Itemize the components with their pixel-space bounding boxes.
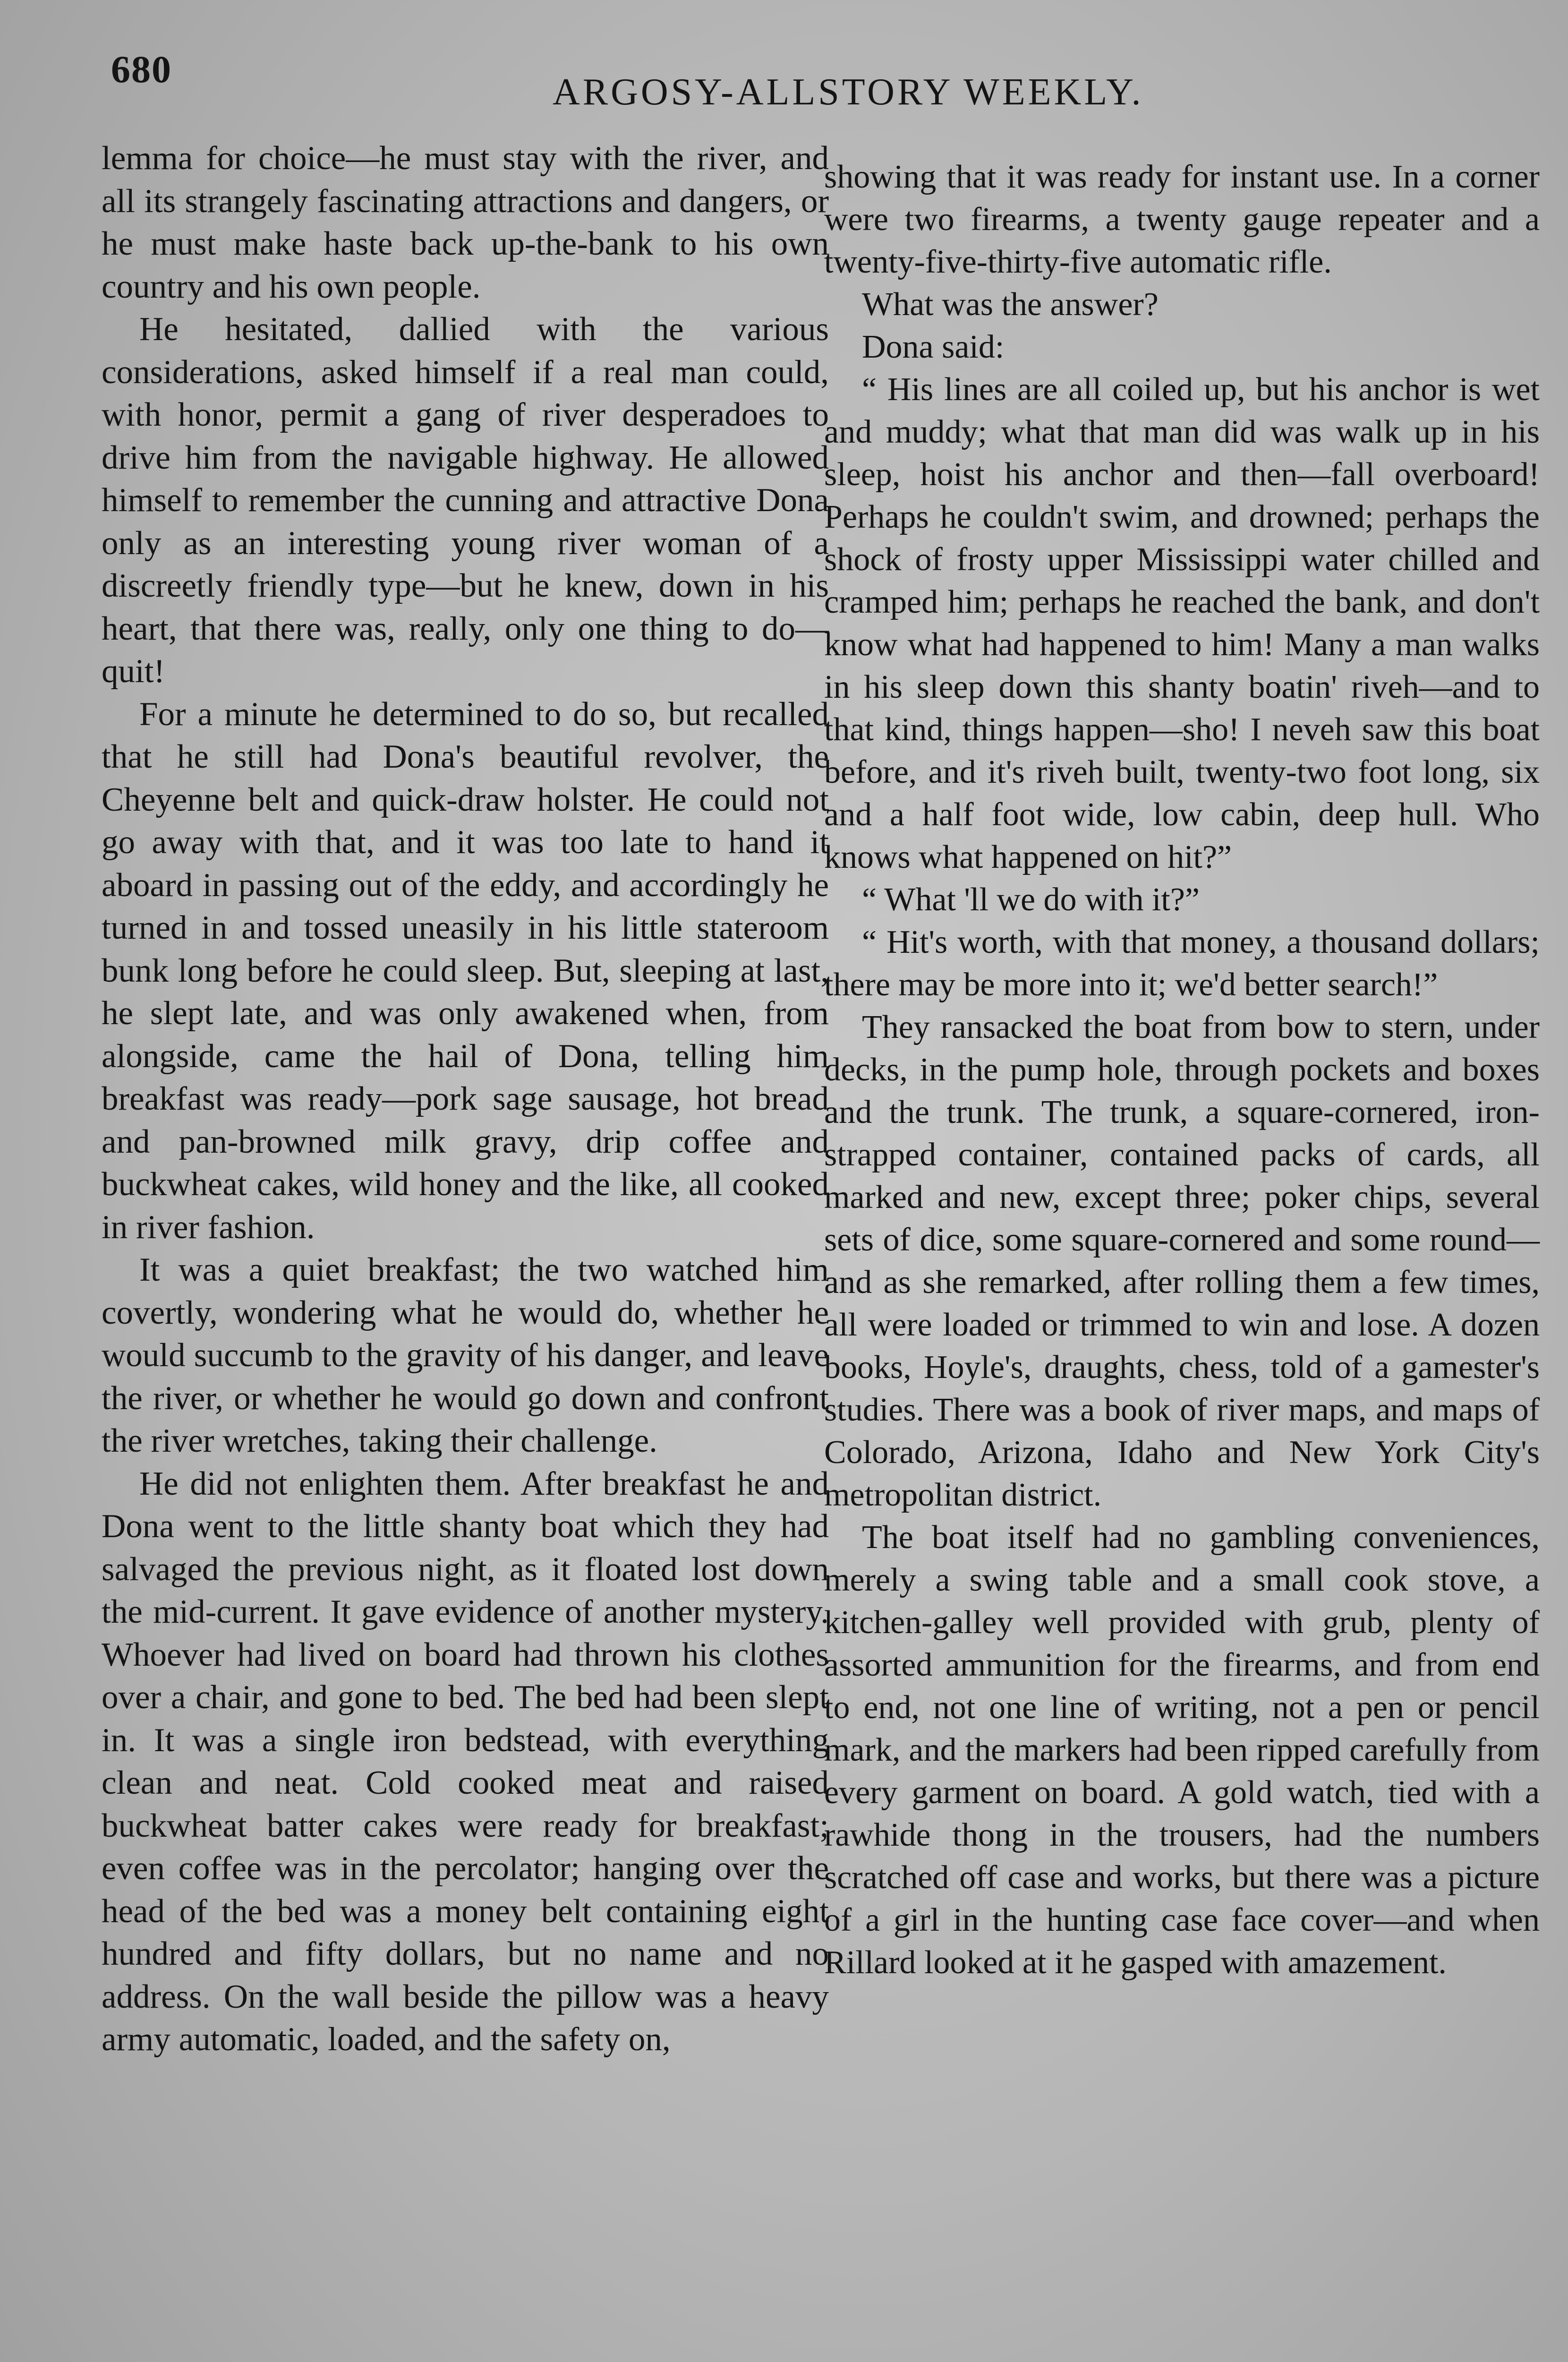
right-column [824, 156, 1540, 1984]
paragraph: showing that it was ready for instant use. In a corner were two firearms, a twenty gauge repeater and a twenty-five-thirty-five automatic rifle. [824, 159, 1540, 280]
paragraph: What was the answer? [862, 286, 1159, 323]
left-column [102, 137, 829, 2061]
paragraph: He did not enlighten them. After breakfast he and Dona went to the little shanty boat which they had salvaged the previous night, as it floated lost down the mid-current. It gave evidence of another mystery. Whoever had lived on board had thrown his clothes over a chair, and gone to bed. The bed had been slept in. It was a single iron bedstead, with everything clean and neat. Cold cooked meat and raised buckwheat batter cakes were ready for breakfast; even coffee was in the percolator; hanging over the head of the bed was a money belt containing eight hundred and fifty dollars, but no name and no address. On the wall beside the pillow was a heavy army automatic, loaded, and the safety on, [102, 1465, 829, 2058]
paragraph: They ransacked the boat from bow to stern, under decks, in the pump hole, through pockets and boxes and the trunk. The trunk, a square-cornered, iron-strapped container, contained packs of cards, all marked and new, except three; poker chips, several sets of dice, some square-cornered and some round—and as she remarked, after rolling them a few times, all were loaded or trimmed to win and lose. A dozen books, Hoyle's, draughts, chess, told of a gamester's studies. There was a book of river maps, and maps of Colorado, Arizona, Idaho and New York City's metropolitan district. [824, 1009, 1540, 1513]
paragraph: “ His lines are all coiled up, but his anchor is wet and muddy; what that man did was walk up in his sleep, hoist his anchor and then—fall overboard! Perhaps he couldn't swim, and drowned; perhaps the shock of frosty upper Mississippi water chilled and cramped him; perhaps he reached the bank, and don't know what had happened to him! Many a man walks in his sleep down this shanty boatin' riveh—and to that kind, things happen—sho! I neveh saw this boat before, and it's riveh built, twenty-two foot long, six and a half foot wide, low cabin, deep hull. Who knows what happened on hit?” [824, 371, 1540, 875]
paragraph: “ Hit's worth, with that money, a thousand dollars; there may be more into it; we'd better search!” [824, 924, 1540, 1003]
running-head: ARGOSY-ALLSTORY WEEKLY. [553, 71, 1144, 113]
paragraph: “ What 'll we do with it?” [862, 881, 1200, 918]
paragraph: For a minute he determined to do so, but recalled that he still had Dona's beautiful revolver, the Cheyenne belt and quick-draw holster. He could not go away with that, and it was too late to hand it aboard in passing out of the eddy, and accordingly he turned in and tossed uneasily in his little stateroom bunk long before he could sleep. But, sleeping at last, he slept late, and was only awakened when, from alongside, came the hail of Dona, telling him breakfast was ready—pork sage sausage, hot bread and pan-browned milk gravy, drip coffee and buckwheat cakes, wild honey and the like, all cooked in river fashion. [102, 695, 829, 1246]
page-number: 680 [111, 48, 172, 91]
paragraph: The boat itself had no gambling conveniences, merely a swing table and a small cook stove, a kitchen-galley well provided with grub, plenty of assorted ammunition for the firearms, and from end to end, not one line of writing, not a pen or pencil mark, and the markers had been ripped carefully from every garment on board. A gold watch, tied with a rawhide thong in the trousers, had the numbers scratched off case and works, but there was a picture of a girl in the hunting case face cover—and when Rillard looked at it he gasped with amazement. [824, 1519, 1540, 1981]
paragraph: lemma for choice—he must stay with the river, and all its strangely fascinating attractions and dangers, or he must make haste back up-the-bank to his own country and his own people. [102, 140, 829, 305]
paragraph: He hesitated, dallied with the various considerations, asked himself if a real man could, with honor, permit a gang of river desperadoes to drive him from the navigable highway. He allowed himself to remember the cunning and attractive Dona only as an interesting young river woman of a discreetly friendly type—but he knew, down in his heart, that there was, really, only one thing to do—quit! [102, 311, 829, 690]
paragraph: Dona said: [862, 329, 1005, 365]
paragraph: It was a quiet breakfast; the two watched him covertly, wondering what he would do, whether he would succumb to the gravity of his danger, and leave the river, or whether he would go down and confront the river wretches, taking their challenge. [102, 1251, 829, 1459]
